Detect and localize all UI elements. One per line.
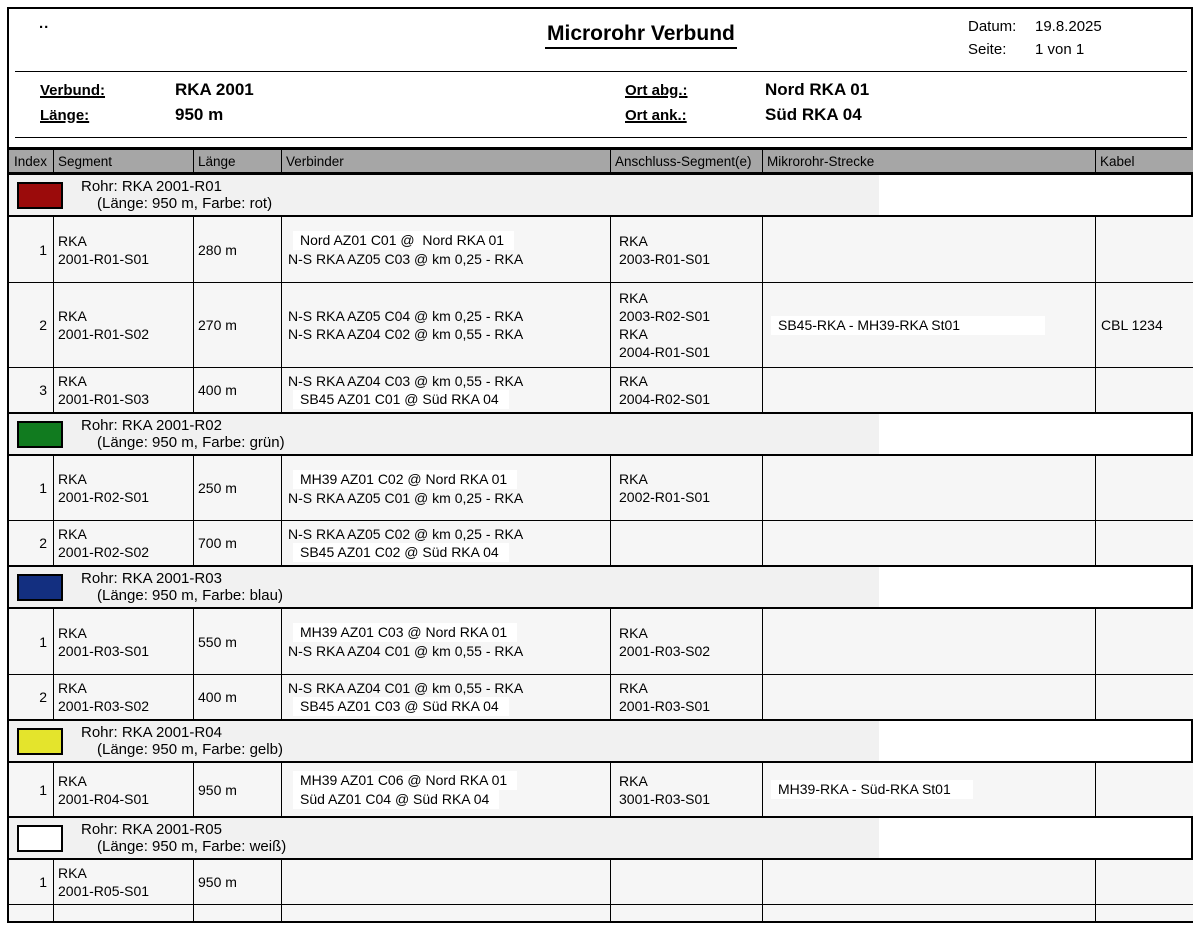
cell-line <box>288 543 610 562</box>
table-row <box>9 860 1191 905</box>
table-row <box>9 283 1191 368</box>
cell-laenge <box>194 217 282 282</box>
cell-line: N-S RKA AZ04 C01 @ km 0,55 - RKA <box>288 679 524 696</box>
color-swatch-weiß <box>17 825 63 852</box>
cell-line: 2001-R02-S01 <box>58 489 150 505</box>
cell-line: 2001-R01-S03 <box>58 391 150 407</box>
column-header-laenge: Länge <box>194 150 282 172</box>
cell-verbinder <box>282 368 611 412</box>
redaction-highlight: MH39-RKA - Süd-RKA St01 <box>771 780 973 799</box>
rohr-band-label: Rohr: RKA 2001-R02 <box>81 417 222 434</box>
cell-strecke <box>763 609 1096 674</box>
redaction-highlight: MH39 AZ01 C03 @ Nord RKA 01 <box>293 623 517 642</box>
index-value: 1 <box>39 781 47 798</box>
page-title: Microrohr Verbund <box>545 22 737 49</box>
cell-verbinder <box>282 456 611 520</box>
cell-line: 2004-R02-S01 <box>619 391 711 407</box>
cell-kabel <box>1096 368 1193 412</box>
header-divider-top <box>15 71 1187 72</box>
cell-strecke <box>763 763 1096 816</box>
rohr-band-weiß <box>9 817 1191 860</box>
laenge-label: Länge: <box>40 107 90 124</box>
cell-kabel <box>1096 521 1193 565</box>
cell-anschluss <box>611 456 763 520</box>
column-header-segment: Segment <box>54 150 194 172</box>
cell-anschluss <box>611 217 763 282</box>
table-row <box>9 456 1191 521</box>
cell-line: N-S RKA AZ05 C01 @ km 0,25 - RKA <box>288 489 524 506</box>
ort-abg-label: Ort abg.: <box>625 82 688 99</box>
column-header-strecke: Mikrorohr-Strecke <box>763 150 1096 172</box>
cell-line: 2001-R03-S01 <box>619 698 711 714</box>
empty-cell-index <box>9 905 54 921</box>
cell-line: RKA <box>58 526 87 542</box>
empty-cell-anschluss <box>611 905 763 921</box>
index-value: 2 <box>39 689 47 705</box>
cell-laenge <box>194 283 282 367</box>
laenge-value: 950 m <box>175 105 224 124</box>
cell-line: RKA <box>619 373 648 389</box>
cell-strecke <box>763 283 1096 367</box>
rohr-band-gelb <box>9 720 1191 763</box>
ort-abg-value: Nord RKA 01 <box>765 80 870 99</box>
cell-line: 270 m <box>198 317 237 333</box>
cell-strecke <box>763 675 1096 719</box>
empty-cell-kabel <box>1096 905 1193 921</box>
cell-line: RKA <box>58 232 87 249</box>
document-frame <box>7 7 1193 923</box>
rohr-band-label: Rohr: RKA 2001-R01 <box>81 178 222 195</box>
redaction-highlight: SB45-RKA - MH39-RKA St01 <box>771 316 1045 335</box>
color-swatch-gelb <box>17 728 63 755</box>
index-value: 2 <box>39 535 47 551</box>
verbund-value: RKA 2001 <box>175 80 254 99</box>
cell-line: N-S RKA AZ04 C03 @ km 0,55 - RKA <box>288 372 524 389</box>
cell-verbinder <box>282 217 611 282</box>
cell-line: RKA <box>58 865 87 881</box>
cell-anschluss <box>611 763 763 816</box>
cell-index <box>9 675 54 719</box>
cell-index <box>9 521 54 565</box>
cell-laenge <box>194 675 282 719</box>
cell-kabel <box>1096 609 1193 674</box>
cell-index <box>9 609 54 674</box>
cell-segment <box>54 675 194 719</box>
rohr-band-info: (Länge: 950 m, Farbe: blau) <box>97 587 283 604</box>
cell-strecke <box>763 368 1096 412</box>
color-swatch-rot <box>17 182 63 209</box>
datum-value: 19.8.2025 <box>1035 18 1102 35</box>
column-header-anschluss: Anschluss-Segment(e) <box>611 150 763 172</box>
cell-verbinder <box>282 609 611 674</box>
cell-line: 950 m <box>198 781 237 798</box>
rohr-band-info: (Länge: 950 m, Farbe: gelb) <box>97 741 283 758</box>
cell-kabel <box>1096 456 1193 520</box>
cell-line: 2001-R04-S01 <box>58 790 150 807</box>
rohr-band-text <box>81 417 285 451</box>
cell-line: 550 m <box>198 633 237 650</box>
cell-line: 3001-R03-S01 <box>619 790 711 807</box>
ort-ank-label: Ort ank.: <box>625 107 687 124</box>
rohr-band-label: Rohr: RKA 2001-R04 <box>81 724 222 741</box>
cell-line: 2002-R01-S01 <box>619 489 711 505</box>
cell-strecke <box>763 860 1096 904</box>
verbund-label: Verbund: <box>40 82 106 99</box>
index-value: 2 <box>39 317 47 333</box>
index-value: 1 <box>39 241 47 258</box>
rohr-band-text <box>81 724 283 758</box>
microrohr-table <box>7 147 1193 923</box>
column-header-index: Index <box>9 150 54 172</box>
rohr-band-rot <box>9 174 1191 217</box>
cell-line: RKA <box>58 471 87 487</box>
index-value: 1 <box>39 874 47 890</box>
cell-line: RKA <box>619 290 648 306</box>
cell-line: 2001-R01-S02 <box>58 326 150 342</box>
cell-line <box>288 231 610 250</box>
cell-segment <box>54 456 194 520</box>
rohr-band-info: (Länge: 950 m, Farbe: grün) <box>97 434 285 451</box>
cell-line: CBL 1234 <box>1101 317 1163 333</box>
cell-line: 700 m <box>198 535 237 551</box>
cell-line: 400 m <box>198 382 237 398</box>
table-row <box>9 217 1191 283</box>
redaction-highlight: MH39 AZ01 C02 @ Nord RKA 01 <box>293 470 517 489</box>
cell-segment <box>54 283 194 367</box>
cell-laenge <box>194 860 282 904</box>
cell-line: N-S RKA AZ04 C02 @ km 0,55 - RKA <box>288 326 524 342</box>
cell-segment <box>54 860 194 904</box>
column-header-verbinder: Verbinder <box>282 150 611 172</box>
cell-line: RKA <box>619 471 648 487</box>
cell-line <box>288 790 610 809</box>
cell-strecke <box>763 521 1096 565</box>
cell-anschluss <box>611 368 763 412</box>
datum-label: Datum: <box>968 18 1017 35</box>
cell-line: 400 m <box>198 689 237 705</box>
cell-verbinder <box>282 763 611 816</box>
cell-line: RKA <box>619 772 648 789</box>
cell-verbinder <box>282 675 611 719</box>
cell-index <box>9 217 54 282</box>
cell-anschluss <box>611 521 763 565</box>
cell-verbinder <box>282 521 611 565</box>
cell-line: N-S RKA AZ04 C01 @ km 0,55 - RKA <box>288 643 524 659</box>
cell-line: RKA <box>58 772 87 789</box>
cell-line: 2003-R01-S01 <box>619 250 711 267</box>
cell-kabel <box>1096 860 1193 904</box>
rohr-band-text <box>81 821 286 855</box>
cell-line <box>766 780 1095 799</box>
empty-cell-verbinder <box>282 905 611 921</box>
redaction-highlight: Süd AZ01 C04 @ Süd RKA 04 <box>293 790 499 809</box>
cell-laenge <box>194 368 282 412</box>
cell-line: RKA <box>619 680 648 696</box>
cell-line <box>288 771 610 790</box>
cell-line: 2001-R03-S02 <box>58 698 150 714</box>
cell-kabel <box>1096 217 1193 282</box>
rohr-band-info: (Länge: 950 m, Farbe: weiß) <box>97 838 287 855</box>
cell-line: 2001-R02-S02 <box>58 544 150 560</box>
color-swatch-grün <box>17 421 63 448</box>
cell-index <box>9 763 54 816</box>
cell-line <box>288 390 610 409</box>
cell-line: RKA <box>58 308 87 324</box>
table-row <box>9 521 1191 566</box>
table-row <box>9 763 1191 817</box>
cell-line: N-S RKA AZ05 C03 @ km 0,25 - RKA <box>288 251 524 267</box>
cell-line: RKA <box>58 624 87 641</box>
cell-line: RKA <box>619 326 648 342</box>
cell-line: RKA <box>619 232 648 249</box>
cell-laenge <box>194 609 282 674</box>
cell-anschluss <box>611 675 763 719</box>
cell-line <box>288 697 610 716</box>
cell-segment <box>54 763 194 816</box>
cell-verbinder <box>282 283 611 367</box>
redaction-highlight: Nord AZ01 C01 @ Nord RKA 01 <box>293 231 514 250</box>
cell-kabel <box>1096 283 1193 367</box>
ort-ank-value: Süd RKA 04 <box>765 105 862 124</box>
cell-line: 2003-R02-S01 <box>619 308 711 324</box>
cell-line: 280 m <box>198 241 237 258</box>
rohr-band-grün <box>9 413 1191 456</box>
table-header-row <box>9 149 1191 174</box>
cell-line <box>766 316 1095 335</box>
rohr-band-info: (Länge: 950 m, Farbe: rot) <box>97 195 273 212</box>
index-value: 1 <box>39 633 47 650</box>
cell-line: 2001-R05-S01 <box>58 883 150 899</box>
cell-index <box>9 860 54 904</box>
seite-label: Seite: <box>968 41 1007 58</box>
cell-segment <box>54 521 194 565</box>
cell-kabel <box>1096 763 1193 816</box>
rohr-band-label: Rohr: RKA 2001-R03 <box>81 570 222 587</box>
rohr-band-blau <box>9 566 1191 609</box>
corner-mark: .. <box>39 15 50 32</box>
cell-line <box>288 470 610 489</box>
cell-line: N-S RKA AZ05 C04 @ km 0,25 - RKA <box>288 308 524 324</box>
cell-laenge <box>194 763 282 816</box>
color-swatch-blau <box>17 574 63 601</box>
redaction-highlight: SB45 AZ01 C03 @ Süd RKA 04 <box>293 697 509 716</box>
cell-segment <box>54 609 194 674</box>
empty-trailing-row <box>9 905 1191 921</box>
rohr-band-label: Rohr: RKA 2001-R05 <box>81 821 222 838</box>
seite-value: 1 von 1 <box>1035 41 1085 58</box>
cell-line: RKA <box>58 373 87 389</box>
index-value: 3 <box>39 382 47 398</box>
cell-line: RKA <box>619 624 648 641</box>
table-row <box>9 368 1191 413</box>
cell-anschluss <box>611 283 763 367</box>
cell-index <box>9 283 54 367</box>
cell-segment <box>54 368 194 412</box>
cell-line: 2004-R01-S01 <box>619 344 711 360</box>
cell-line <box>288 623 610 642</box>
cell-index <box>9 456 54 520</box>
redaction-highlight: SB45 AZ01 C02 @ Süd RKA 04 <box>293 543 509 562</box>
cell-index <box>9 368 54 412</box>
redaction-highlight: MH39 AZ01 C06 @ Nord RKA 01 <box>293 771 517 790</box>
empty-cell-segment <box>54 905 194 921</box>
cell-verbinder <box>282 860 611 904</box>
cell-anschluss <box>611 609 763 674</box>
table-row <box>9 675 1191 720</box>
rohr-band-text <box>81 178 272 212</box>
cell-line: N-S RKA AZ05 C02 @ km 0,25 - RKA <box>288 525 524 542</box>
cell-line: RKA <box>58 680 87 696</box>
cell-line: 2001-R01-S01 <box>58 250 150 267</box>
cell-line: 2001-R03-S02 <box>619 642 711 659</box>
column-header-kabel: Kabel <box>1096 150 1193 172</box>
cell-segment <box>54 217 194 282</box>
index-value: 1 <box>39 480 47 496</box>
cell-strecke <box>763 456 1096 520</box>
cell-laenge <box>194 521 282 565</box>
empty-cell-laenge <box>194 905 282 921</box>
header-divider-bottom <box>15 137 1187 138</box>
cell-anschluss <box>611 860 763 904</box>
redaction-highlight: SB45 AZ01 C01 @ Süd RKA 04 <box>293 390 509 409</box>
cell-laenge <box>194 456 282 520</box>
cell-kabel <box>1096 675 1193 719</box>
cell-strecke <box>763 217 1096 282</box>
empty-cell-strecke <box>763 905 1096 921</box>
cell-line: 2001-R03-S01 <box>58 642 150 659</box>
table-row <box>9 609 1191 675</box>
cell-line: 250 m <box>198 480 237 496</box>
cell-line: 950 m <box>198 874 237 890</box>
rohr-band-text <box>81 570 283 604</box>
